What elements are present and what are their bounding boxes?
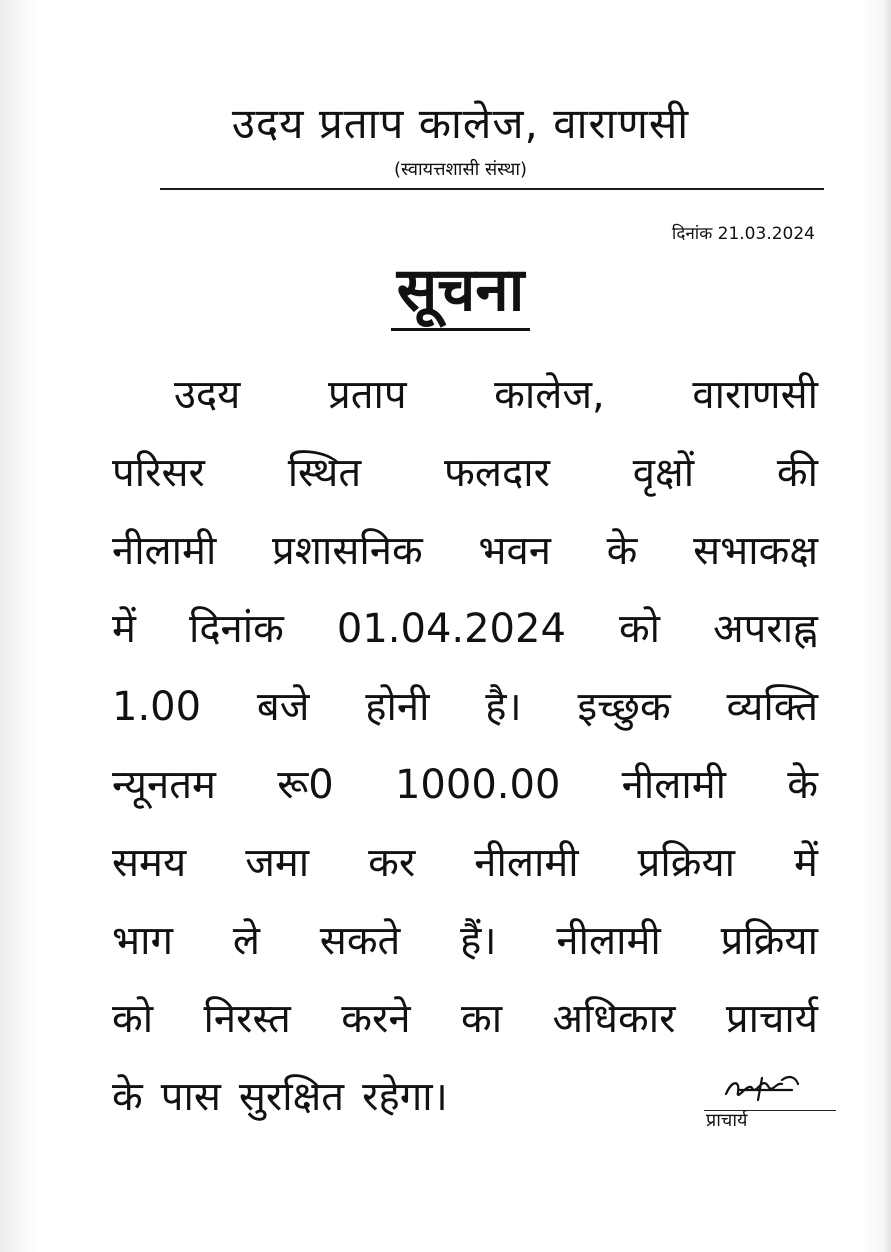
notice-word: बजे <box>256 684 310 730</box>
notice-word: होनी <box>365 684 430 730</box>
notice-word: करने <box>341 996 411 1042</box>
notice-word: व्यक्ति <box>726 684 818 730</box>
notice-word: अपराह्न <box>713 606 818 652</box>
notice-word: को <box>112 996 154 1042</box>
notice-word: पास <box>160 1074 221 1120</box>
notice-word: उदय <box>174 372 241 418</box>
notice-line <box>112 356 818 434</box>
notice-line <box>112 902 818 980</box>
notice-word: के <box>112 1074 143 1120</box>
notice-word: इच्छुक <box>577 684 671 730</box>
notice-word: के <box>606 528 638 574</box>
notice-word: 01.04.2024 <box>336 606 566 652</box>
notice-word: है। <box>485 684 522 730</box>
notice-word: स्थित <box>287 450 362 496</box>
notice-date: दिनांक 21.03.2024 <box>671 224 815 244</box>
signature-block <box>700 1070 840 1140</box>
notice-word: प्राचार्य <box>725 996 818 1042</box>
signatory-designation: प्राचार्य <box>706 1110 748 1131</box>
notice-body <box>112 356 818 1136</box>
notice-word: वाराणसी <box>692 372 818 418</box>
college-name: उदय प्रताप कालेज, वाराणसी <box>231 99 690 148</box>
notice-word: भवन <box>478 528 551 574</box>
notice-line <box>112 434 818 512</box>
notice-word: हैं। <box>460 918 497 964</box>
notice-word: निरस्त <box>203 996 291 1042</box>
notice-title-wrapper <box>0 254 891 331</box>
letterhead-divider <box>160 188 824 190</box>
notice-word: प्रताप <box>327 372 407 418</box>
notice-word: समय <box>112 840 187 886</box>
notice-word: सुरक्षित <box>238 1074 345 1120</box>
notice-word: नीलामी <box>621 762 726 808</box>
notice-word: में <box>794 840 818 886</box>
notice-word: प्रक्रिया <box>720 918 818 964</box>
notice-word: वृक्षों <box>632 450 695 496</box>
notice-line <box>112 980 818 1058</box>
notice-title: सूचना <box>391 254 531 331</box>
notice-word: के <box>787 762 818 808</box>
notice-word: का <box>460 996 503 1042</box>
notice-word: रू0 <box>277 762 334 808</box>
letterhead <box>0 94 891 182</box>
notice-line <box>112 512 818 590</box>
notice-word: कालेज, <box>494 372 605 418</box>
notice-word: फलदार <box>444 450 550 496</box>
notice-word: नीलामी <box>112 528 217 574</box>
signature-mark <box>718 1070 810 1110</box>
college-subtitle: (स्वायत्तशासी संस्था) <box>393 159 528 180</box>
notice-word: सकते <box>319 918 401 964</box>
notice-word: में <box>112 606 136 652</box>
notice-word: अधिकार <box>552 996 676 1042</box>
notice-word: 1.00 <box>112 684 202 730</box>
notice-word: ले <box>232 918 260 964</box>
notice-line <box>112 824 818 902</box>
notice-word: प्रक्रिया <box>637 840 736 886</box>
notice-word: कर <box>368 840 416 886</box>
paper-edge-shadow <box>883 0 891 1252</box>
notice-word: न्यूनतम <box>112 762 216 808</box>
notice-line <box>112 668 818 746</box>
notice-word: परिसर <box>112 450 205 496</box>
notice-word: की <box>776 450 818 496</box>
notice-word: रहेगा। <box>362 1074 448 1120</box>
notice-word: 1000.00 <box>394 762 561 808</box>
notice-word: को <box>618 606 661 652</box>
notice-word: सभाकक्ष <box>693 528 818 574</box>
notice-word: नीलामी <box>556 918 661 964</box>
notice-word: भाग <box>112 918 173 964</box>
notice-word: दिनांक <box>188 606 284 652</box>
notice-line <box>112 590 818 668</box>
notice-word: जमा <box>245 840 310 886</box>
notice-word: नीलामी <box>474 840 579 886</box>
notice-line <box>112 746 818 824</box>
notice-word: प्रशासनिक <box>272 528 423 574</box>
